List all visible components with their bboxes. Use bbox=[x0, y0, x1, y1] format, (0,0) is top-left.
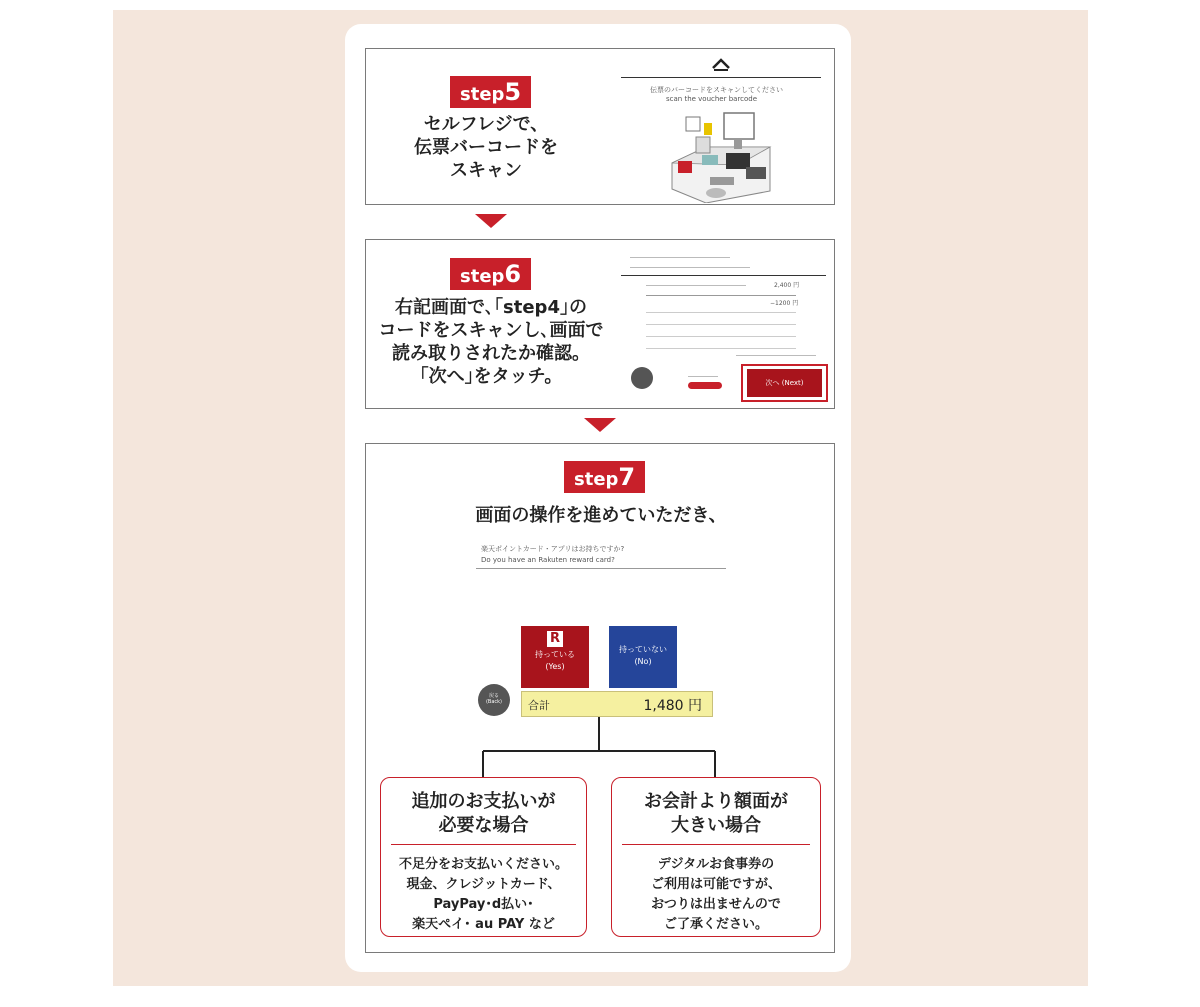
total-label: 合計 bbox=[528, 699, 550, 712]
screen-header-line-1 bbox=[630, 257, 730, 258]
next-button[interactable]: 次へ (Next) bbox=[747, 369, 822, 397]
step7-panel bbox=[365, 443, 835, 953]
reward-question-jp: 楽天ポイントカード・アプリはお持ちですか? bbox=[481, 545, 625, 553]
box-divider bbox=[391, 844, 576, 845]
arrow-down-icon bbox=[475, 214, 507, 228]
yes-button[interactable]: R 持っている (Yes) bbox=[521, 626, 589, 688]
list-line-1 bbox=[646, 285, 746, 286]
list-line-4 bbox=[646, 324, 796, 325]
connector-lines bbox=[366, 444, 836, 784]
rakuten-logo-icon: R bbox=[547, 631, 563, 647]
step5-badge: step5 bbox=[450, 76, 531, 108]
summary-line bbox=[736, 355, 816, 356]
self-register-illustration bbox=[666, 107, 776, 203]
step6-badge: step6 bbox=[450, 258, 531, 290]
screen-divider bbox=[621, 77, 821, 78]
screen-header-line-2 bbox=[630, 267, 750, 268]
scan-instruction-en: scan the voucher barcode bbox=[666, 95, 758, 103]
back-button[interactable]: 戻る (Back) bbox=[478, 684, 510, 716]
larger-value-title: お会計より額面が 大きい場合 bbox=[644, 791, 788, 836]
no-button[interactable]: 持っていない (No) bbox=[609, 626, 677, 688]
discount-amount: −1200 円 bbox=[770, 300, 799, 307]
step7-heading: 画面の操作を進めていただき、 bbox=[475, 505, 727, 526]
step5-panel bbox=[365, 48, 835, 205]
register-logo-icon bbox=[711, 57, 731, 71]
step6-panel bbox=[365, 239, 835, 409]
list-line-2 bbox=[646, 295, 796, 296]
list-line-5 bbox=[646, 336, 796, 337]
list-line-6 bbox=[646, 348, 796, 349]
total-value: 1,480 円 bbox=[643, 698, 702, 714]
step5-instruction: セルフレジで、 伝票バーコードを スキャン bbox=[414, 114, 558, 181]
step6-instruction: 右記画面で､｢step4｣の コードをスキャンし､画面で 読み取りされたか確認。 ｢次へ｣をタッチ。 bbox=[378, 297, 604, 387]
toggle-label-line bbox=[688, 376, 718, 377]
screen-divider bbox=[621, 275, 826, 276]
box-divider bbox=[622, 844, 810, 845]
step7-badge: step7 bbox=[564, 461, 645, 493]
additional-payment-body: 不足分をお支払いください。 現金、クレジットカード、 PayPay･d払い･ 楽天ペイ･ au PAY など bbox=[398, 857, 568, 932]
back-button[interactable] bbox=[631, 367, 653, 389]
reward-question-en: Do you have an Rakuten reward card? bbox=[481, 556, 615, 564]
larger-value-box bbox=[611, 777, 821, 937]
additional-payment-box bbox=[380, 777, 587, 937]
item-price: 2,400 円 bbox=[774, 282, 800, 289]
list-line-3 bbox=[646, 312, 796, 313]
larger-value-body: デジタルお食事券の ご利用は可能ですが、 おつりは出ませんので ご了承ください。 bbox=[650, 857, 781, 932]
toggle-switch[interactable] bbox=[688, 382, 722, 389]
additional-payment-title: 追加のお支払いが 必要な場合 bbox=[411, 791, 556, 836]
scan-instruction-jp: 伝票のバーコードをスキャンしてください bbox=[650, 86, 783, 94]
arrow-down-icon bbox=[584, 418, 616, 432]
